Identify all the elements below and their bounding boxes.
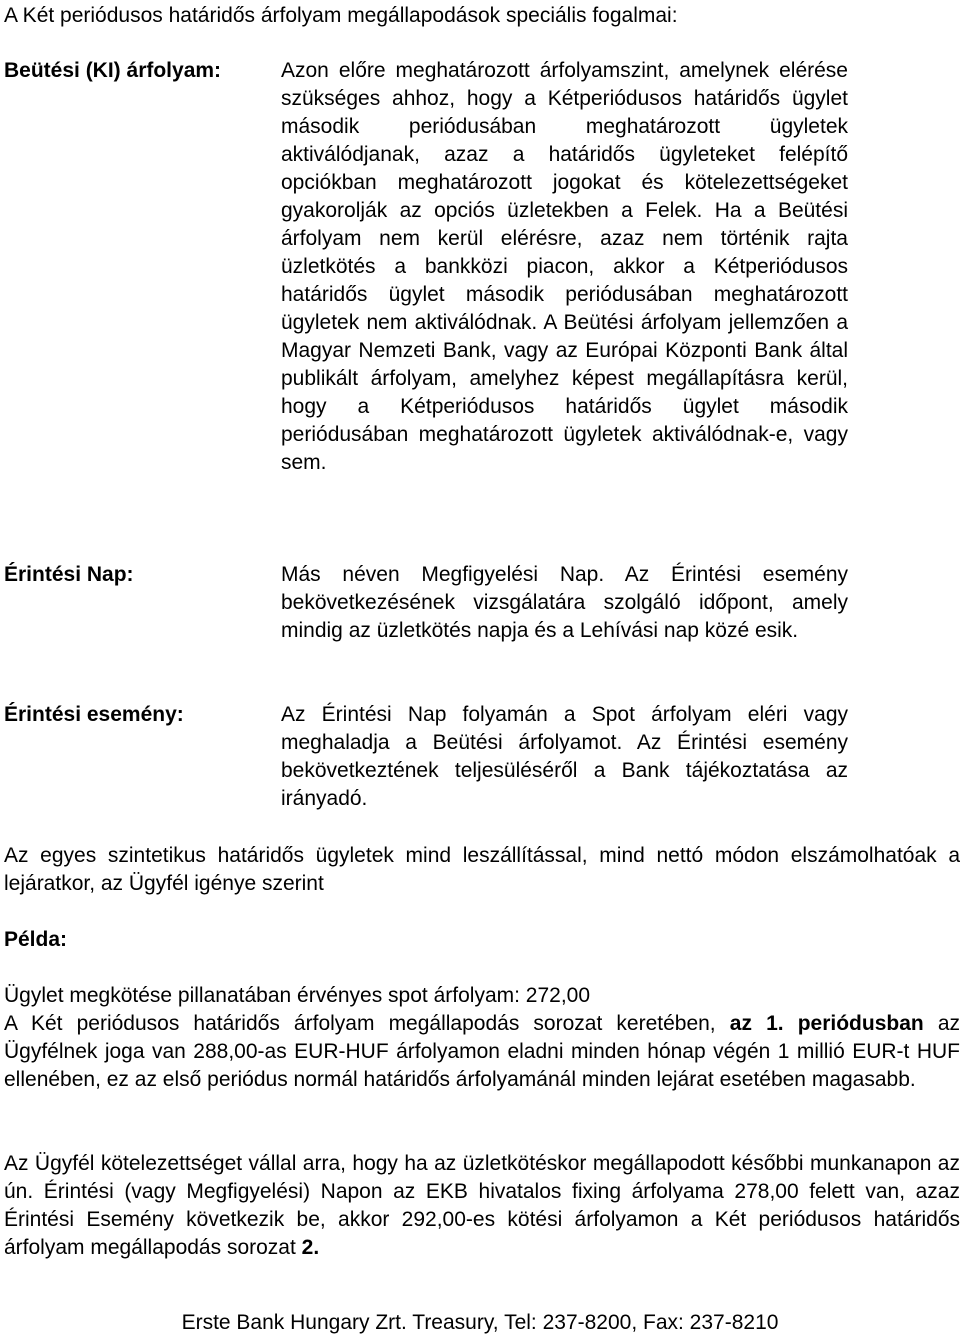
example-p2-bold: 2. — [301, 1236, 320, 1259]
section-title: A Két periódusos határidős árfolyam megállapodások speciális fogalmai: — [4, 4, 678, 27]
term-beutesi-arfolyam: Beütési (KI) árfolyam: — [4, 59, 222, 82]
example-p1-rest: az Ügyfélnek joga van 288,00-as EUR-HUF árfolyamon eladni minden hónap végén 1 millió EUR-t HUF ellenében, ez az első periódus normál határidős árfolyamánál minden lejárat esetében magasabb. — [4, 1012, 960, 1091]
definition-beutesi-arfolyam: Azon előre meghatározott árfolyamszint, amelynek elérése szükséges ahhoz, hogy a Kétperiódusos határidős ügylet második periódusában meghatározott ügyletek aktiválódjanak, azaz a határidős ügyleteket felépítő opciókban meghatározott jogokat és kötelezettségeket gyakorolják az opciós üzletekben a Felek. Ha a Beütési árfolyam nem kerül elérésre, azaz nem történik rajta üzletkötés a bankközi piacon, akkor a Kétperiódusos határidős ügylet második periódusában meghatározott ügyletek nem aktiválódnak. A Beütési árfolyam jellemzően a Magyar Nemzeti Bank, vagy az Európai Központi Bank által publikált árfolyam, amelyhez képest megállapításra kerül, hogy a Kétperiódusos határidős ügylet második periódusában meghatározott ügyletek aktiválódnak-e, vagy sem. — [281, 59, 848, 474]
example-spot-line: Ügylet megkötése pillanatában érvényes spot árfolyam: 272,00 — [4, 984, 591, 1007]
term-erintesi-nap: Érintési Nap: — [4, 563, 134, 586]
definition-erintesi-esemeny: Az Érintési Nap folyamán a Spot árfolyam eléri vagy meghaladja a Beütési árfolyamot. Az Érintési esemény bekövetkeztének teljesüléséről a Bank tájékoztatása az irányadó. — [281, 703, 848, 810]
page-footer: Erste Bank Hungary Zrt. Treasury, Tel: 237-8200, Fax: 237-8210 — [181, 1311, 779, 1334]
example-p1-bold: az 1. periódusban — [729, 1012, 924, 1035]
term-erintesi-esemeny: Érintési esemény: — [4, 703, 184, 726]
example-paragraph-2 — [4, 1150, 960, 1262]
example-p1-start: A Két periódusos határidős árfolyam megállapodás sorozat keretében, — [4, 1012, 716, 1035]
example-paragraph-1 — [4, 1010, 960, 1094]
example-p2-start: Az Ügyfél kötelezettséget vállal arra, hogy ha az üzletkötéskor megállapodott későbbi munkanapon az ún. Érintési (vagy Megfigyelési) Napon az EKB hivatalos fixing árfolyama 278,00 felett van, azaz Érintési Esemény következik be, akkor 292,00-es kötési árfolyamon a Két periódusos határidős árfolyam megállapodás sorozat — [4, 1152, 960, 1259]
definition-erintesi-nap: Más néven Megfigyelési Nap. Az Érintési esemény bekövetkezésének vizsgálatára szolgáló időpont, amely mindig az üzletkötés napja és a Lehívási nap közé esik. — [281, 563, 848, 642]
settlement-paragraph: Az egyes szintetikus határidős ügyletek mind leszállítással, mind nettó módon elszámolhatóak a lejáratkor, az Ügyfél igénye szerint — [4, 844, 960, 895]
example-label: Példa: — [4, 928, 68, 951]
